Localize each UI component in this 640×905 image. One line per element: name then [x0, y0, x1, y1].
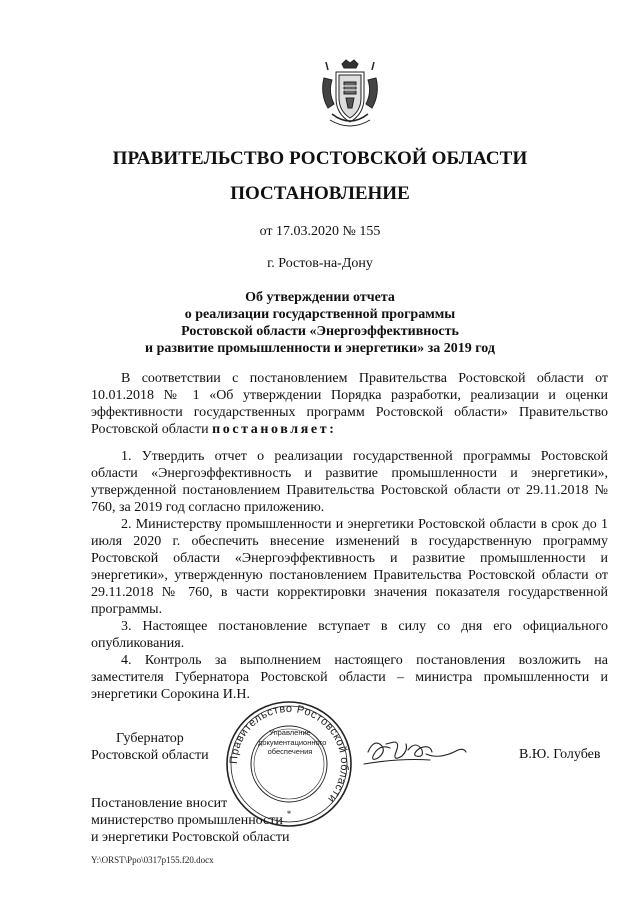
- item-paragraph: 3. Настоящее постановление вступает в силу со дня его официального опубликования.: [91, 619, 608, 651]
- subject-line: Об утверждении отчета: [245, 290, 395, 305]
- introduced-by: [91, 795, 289, 846]
- item-paragraph: 2. Министерству промышленности и энергетики Ростовской области в срок до 1 июля 2020 г. обеспечить внесение изменений в государственную программу Ростовской области «Энергоэффективность и развитие промышленности и энергетики», утвержденную постановлением Правительства Ростовской области от 29.11.2018 № 760, в части корректировки значения показателя государственной программы.: [91, 517, 608, 617]
- stamp-center-line: обеспечения: [267, 747, 313, 756]
- subject-line: и развитие промышленности и энергетики» за 2019 год: [145, 341, 495, 356]
- government-title: ПРАВИТЕЛЬСТВО РОСТОВСКОЙ ОБЛАСТИ: [112, 148, 528, 169]
- subject-line: Ростовской области «Энергоэффективность: [181, 324, 459, 339]
- introduced-line: Постановление вносит: [91, 796, 228, 811]
- stamp-center: [258, 728, 327, 757]
- preamble-paragraph: [91, 370, 608, 438]
- subject-line: о реализации государственной программы: [184, 307, 456, 322]
- document-type: ПОСТАНОВЛЕНИЕ: [230, 183, 410, 204]
- document-body: [91, 370, 608, 703]
- subject-heading: [0, 289, 640, 357]
- position-line: Губернатор: [116, 731, 184, 746]
- signatory-name: В.Ю. Голубев: [519, 747, 601, 762]
- item-paragraph: 4. Контроль за выполнением настоящего постановления возложить на заместителя Губернатора Ростовской области – министра промышленности и энергетики Сорокина И.Н.: [91, 653, 608, 702]
- handwritten-signature: [360, 730, 470, 775]
- decree-word: постановляет:: [212, 422, 337, 437]
- position-line: Ростовской области: [91, 748, 209, 763]
- stamp-center-line: Управление: [269, 728, 311, 737]
- date-number: от 17.03.2020 № 155: [259, 224, 381, 239]
- file-path-footer: Y:\ORST\Ppo\0317p155.f20.docx: [91, 855, 214, 865]
- signatory-position: [91, 730, 209, 764]
- city: г. Ростов-на-Дону: [267, 256, 373, 271]
- introduced-line: и энергетики Ростовской области: [91, 830, 290, 845]
- coat-of-arms-icon: [318, 58, 382, 130]
- introduced-line: министерство промышленности: [91, 813, 283, 828]
- stamp-ring-text: Правительство Ростовской области: [227, 702, 351, 806]
- stamp-center-line: документационного: [258, 737, 327, 747]
- item-paragraph: 1. Утвердить отчет о реализации государственной программы Ростовской области «Энергоэффективность и развитие промышленности и энергетики», утвержденной постановлением Правительства Ростовской области от 29.11.2018 № 760, за 2019 год согласно приложению.: [91, 449, 608, 515]
- preamble-text: В соответствии с постановлением Правительства Ростовской области от 10.01.2018 № 1 «Об утверждении Порядка разработки, реализации и оценки эффективности государственных программ Ростовской области» Правительство Ростовской области: [91, 371, 608, 437]
- svg-text:*: *: [286, 809, 292, 819]
